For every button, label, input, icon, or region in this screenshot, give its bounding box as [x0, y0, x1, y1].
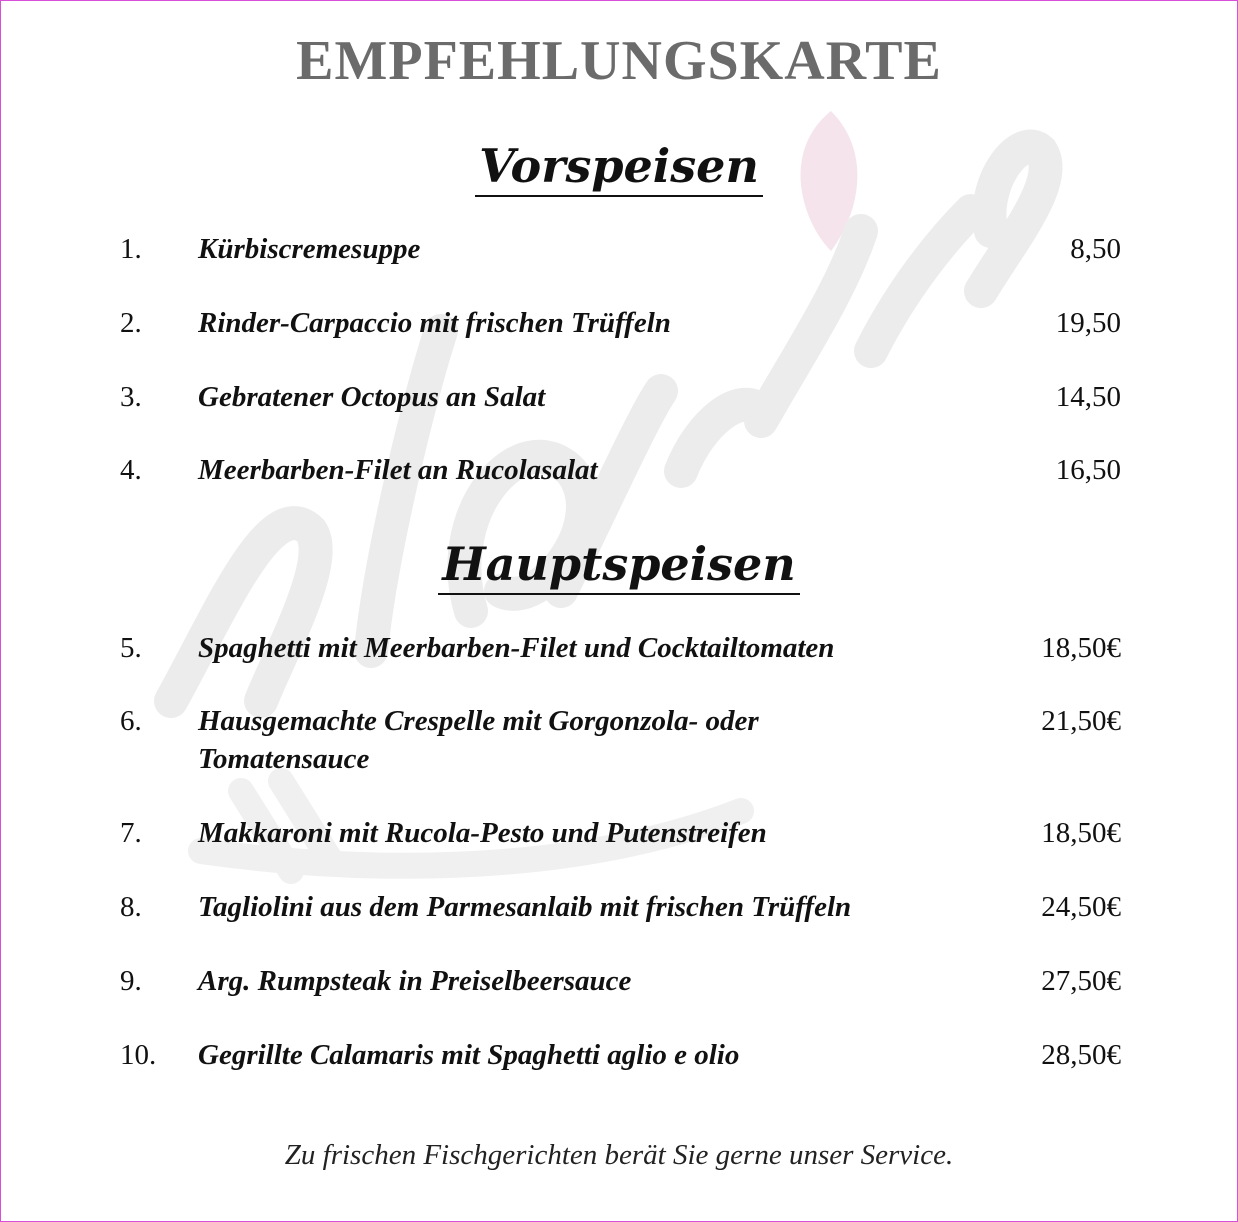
- item-name: Tagliolini aus dem Parmesanlaib mit frischen Trüffeln: [198, 891, 852, 923]
- item-price: 24,50€: [1041, 891, 1121, 923]
- item-price: 16,50: [1055, 454, 1121, 486]
- item-price: 27,50€: [1041, 965, 1121, 997]
- item-name: Arg. Rumpsteak in Preiselbeersauce: [198, 965, 632, 997]
- section-heading-vorspeisen: [1, 139, 1237, 197]
- item-number: 10.: [120, 1039, 157, 1071]
- item-name: Rinder-Carpaccio mit frischen Trüffeln: [198, 307, 671, 339]
- item-number: 7.: [120, 817, 142, 849]
- item-name: Makkaroni mit Rucola-Pesto und Putenstreifen: [198, 817, 767, 849]
- item-name: Hausgemachte Crespelle mit Gorgonzola- oder Tomatensauce: [198, 705, 759, 775]
- item-number: 1.: [120, 233, 142, 265]
- item-number: 4.: [120, 454, 142, 486]
- item-name: Spaghetti mit Meerbarben-Filet und Cocktailtomaten: [198, 632, 835, 664]
- item-name: Kürbiscremesuppe: [198, 233, 421, 265]
- item-price: 14,50: [1055, 381, 1121, 413]
- section-heading-label: Vorspeisen: [475, 139, 763, 197]
- item-number: 8.: [120, 891, 142, 923]
- item-price: 18,50€: [1041, 817, 1121, 849]
- item-price: 18,50€: [1041, 632, 1121, 664]
- item-name: Gebratener Octopus an Salat: [198, 381, 546, 413]
- section-heading-hauptspeisen: [1, 537, 1237, 595]
- item-number: 5.: [120, 632, 142, 664]
- item-price: 19,50: [1055, 307, 1121, 339]
- item-name: Meerbarben-Filet an Rucolasalat: [198, 454, 598, 486]
- item-number: 6.: [120, 705, 142, 737]
- item-name: Gegrillte Calamaris mit Spaghetti aglio e olio: [198, 1039, 740, 1071]
- item-number: 3.: [120, 381, 142, 413]
- item-number: 9.: [120, 965, 142, 997]
- item-price: 21,50€: [1041, 705, 1121, 737]
- section-heading-label: Hauptspeisen: [438, 537, 800, 595]
- footer-note: Zu frischen Fischgerichten berät Sie gerne unser Service.: [284, 1139, 954, 1171]
- item-number: 2.: [120, 307, 142, 339]
- page-title: EMPFEHLUNGSKARTE: [296, 30, 942, 92]
- item-price: 28,50€: [1041, 1039, 1121, 1071]
- item-price: 8,50: [1070, 233, 1121, 265]
